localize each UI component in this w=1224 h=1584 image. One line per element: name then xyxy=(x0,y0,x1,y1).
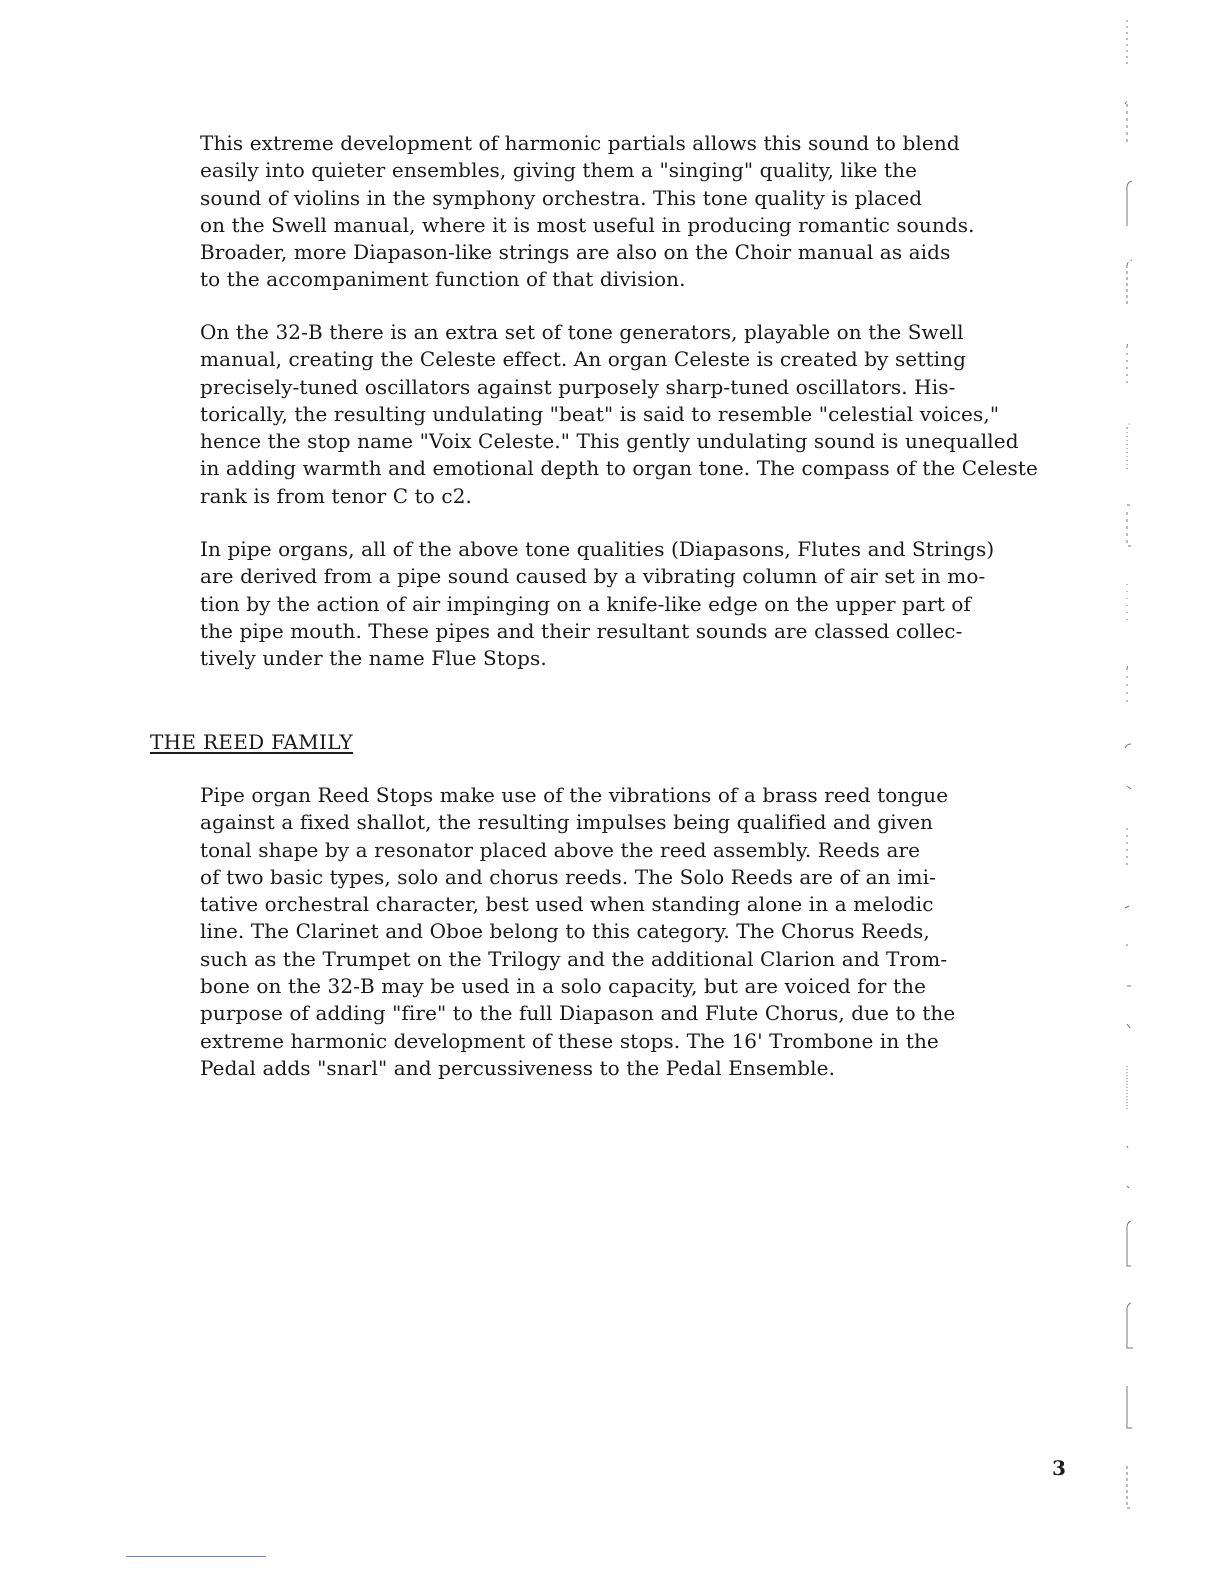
text-line: rank is from tenor C to c2. xyxy=(200,483,472,508)
text-line: against a fixed shallot, the resulting impulses being qualified and given xyxy=(200,810,934,835)
paragraph-flue-stops xyxy=(200,536,1070,672)
text-line: on the Swell manual, where it is most useful in producing romantic sounds. xyxy=(200,212,975,237)
binding-margin-marks xyxy=(1105,0,1145,1584)
text-line: tion by the action of air impinging on a knife-like edge on the upper part of xyxy=(200,591,971,616)
text-line: In pipe organs, all of the above tone qualities (Diapasons, Flutes and Strings) xyxy=(200,537,995,561)
text-line: the pipe mouth. These pipes and their resultant sounds are classed collec- xyxy=(200,618,963,643)
text-line: in adding warmth and emotional depth to organ tone. The compass of the Celeste xyxy=(200,456,1038,481)
paragraph-strings-tone xyxy=(200,130,1070,294)
text-line: line. The Clarinet and Oboe belong to this category. The Chorus Reeds, xyxy=(200,919,930,944)
text-line: Pipe organ Reed Stops make use of the vibrations of a brass reed tongue xyxy=(200,783,949,807)
text-line: On the 32-B there is an extra set of tone generators, playable on the Swell xyxy=(200,320,964,344)
text-line: Broader, more Diapason-like strings are also on the Choir manual as aids xyxy=(200,240,951,265)
text-line: tative orchestral character, best used when standing alone in a melodic xyxy=(200,892,934,917)
text-line: extreme harmonic development of these stops. The 16' Trombone in the xyxy=(200,1028,939,1053)
text-line: tonal shape by a resonator placed above the reed assembly. Reeds are xyxy=(200,837,921,862)
page-number: 3 xyxy=(1052,1456,1066,1480)
text-line: such as the Trumpet on the Trilogy and the additional Clarion and Trom- xyxy=(200,946,948,971)
text-line: to the accompaniment function of that division. xyxy=(200,267,686,292)
text-line: manual, creating the Celeste effect. An organ Celeste is created by setting xyxy=(200,347,966,372)
text-line: purpose of adding "fire" to the full Diapason and Flute Chorus, due to the xyxy=(200,1001,956,1026)
text-line: precisely-tuned oscillators against purposely sharp-tuned oscillators. His- xyxy=(200,374,956,399)
text-line: bone on the 32-B may be used in a solo capacity, but are voiced for the xyxy=(200,974,927,999)
text-line: This extreme development of harmonic partials allows this sound to blend xyxy=(200,131,960,155)
text-line: are derived from a pipe sound caused by a vibrating column of air set in mo- xyxy=(200,564,986,589)
paragraph-celeste xyxy=(200,319,1070,510)
text-line: hence the stop name "Voix Celeste." This gently undulating sound is unequalled xyxy=(200,429,1019,454)
text-line: Pedal adds "snarl" and percussiveness to the Pedal Ensemble. xyxy=(200,1055,836,1080)
text-line: torically, the resulting undulating "beat" is said to resemble "celestial voices," xyxy=(200,401,1000,426)
paragraph-reed-family xyxy=(200,782,1070,1082)
text-line: easily into quieter ensembles, giving them a "singing" quality, like the xyxy=(200,158,918,183)
section-heading: THE REED FAMILY xyxy=(150,730,354,754)
bottom-rule xyxy=(126,1556,266,1557)
text-line: tively under the name Flue Stops. xyxy=(200,646,547,671)
text-line: sound of violins in the symphony orchestra. This tone quality is placed xyxy=(200,185,923,210)
text-line: of two basic types, solo and chorus reeds. The Solo Reeds are of an imi- xyxy=(200,864,936,889)
